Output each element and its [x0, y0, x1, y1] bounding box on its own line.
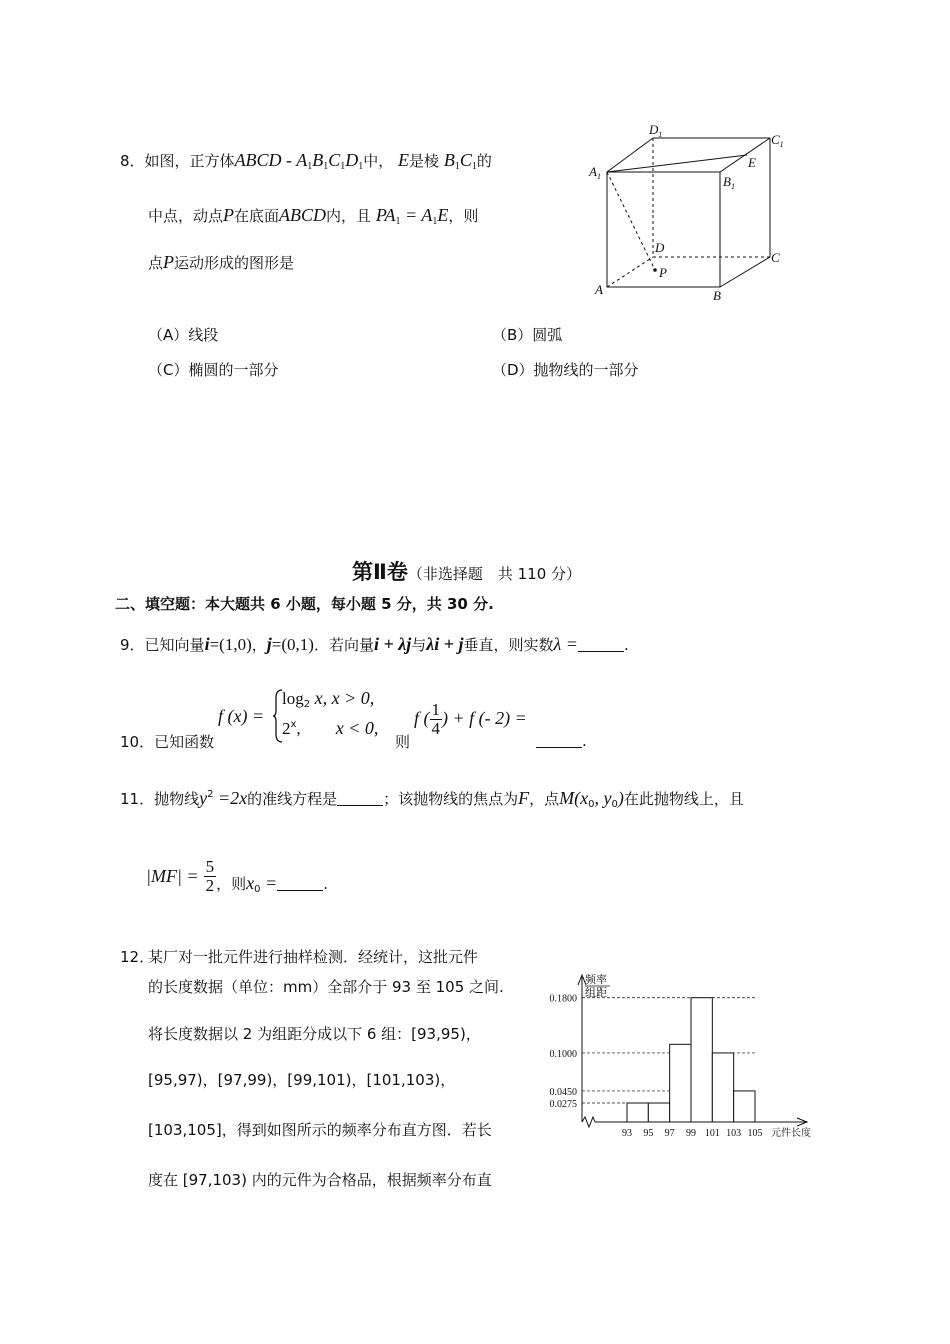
label-p: P — [659, 265, 667, 280]
part2-title: 第Ⅱ卷 — [352, 560, 408, 584]
q10-fx: f (x) = — [218, 706, 265, 726]
q10-then: 则 — [395, 733, 411, 751]
y-tick-label: 0.0275 — [549, 1099, 577, 1111]
q10-answer: . — [536, 731, 587, 751]
q8-point-p: P — [223, 205, 235, 225]
x-tick-label: 95 — [643, 1128, 654, 1139]
label-d: D — [655, 240, 665, 255]
q12-number: 12． — [120, 948, 155, 966]
y-label-bottom: 组距 — [585, 986, 607, 999]
q8-number: 8． — [120, 152, 145, 170]
label-b: B — [713, 288, 721, 303]
q9-blank[interactable] — [578, 637, 624, 652]
x-tick-label: 105 — [747, 1128, 763, 1139]
x-tick-label: 97 — [664, 1128, 675, 1139]
q10-case2: 2$^x$, x < 0, — [282, 718, 379, 738]
x-tick-label: 99 — [686, 1128, 696, 1139]
bar-[101,103) — [712, 1053, 733, 1122]
y-tick-label: 0.0450 — [549, 1086, 577, 1098]
q12-line-4: [95,97)，[97,99)，[99,101)，[101,103)， — [148, 1071, 456, 1089]
q8-line2: 中点，动点P在底面ABCD内，且 $PA_1 = A_1E$，则 — [148, 205, 479, 227]
y-tick-label: 0.1800 — [549, 993, 577, 1005]
bar-[93,95) — [627, 1103, 648, 1122]
label-c: C — [771, 250, 780, 265]
x-tick-label: 103 — [726, 1128, 742, 1139]
q12-line-1: 某厂对一批元件进行抽样检测．经统计，这批元件 — [148, 948, 479, 966]
q11-blank-1[interactable] — [337, 791, 383, 806]
x-tick-label: 101 — [704, 1128, 720, 1139]
part2-subtitle: （非选择题 共 110 分） — [407, 565, 582, 583]
label-a1: $A_1$ — [589, 164, 601, 181]
label-e: E — [748, 155, 756, 170]
bar-[97,99) — [670, 1044, 691, 1122]
q10-number: 10．已知函数 — [120, 733, 215, 751]
option-c: （C）椭圆的一部分 — [148, 361, 279, 379]
q12-line-5: [103,105]，得到如图所示的频率分布直方图．若长 — [148, 1121, 492, 1139]
histogram-chart — [535, 965, 825, 1145]
option-a: （A）线段 — [148, 326, 219, 344]
q10-case1: $\log_2 x$, x > 0, — [282, 688, 375, 710]
point-p-dot — [653, 268, 657, 272]
option-b: （B）圆弧 — [492, 326, 563, 344]
q12-line-3: 将长度数据以 2 为组距分成以下 6 组：[93,95)， — [148, 1025, 481, 1043]
bar-[95,97) — [648, 1103, 669, 1122]
q9: 9．已知向量i=(1,0)，j=(0,1)．若向量i + λj与λi + j垂直，则实数λ = . — [120, 634, 629, 654]
q8-line1: 8．如图，正方体ABCD - $A_1B_1C_1D_1$中， E是棱 $B_1C_1$的 — [120, 150, 492, 172]
q11-blank-2[interactable] — [277, 876, 323, 891]
part2-heading — [352, 556, 581, 586]
y-tick-label: 0.1000 — [549, 1048, 577, 1060]
q11-number: 11． — [120, 790, 155, 808]
label-c1: $C_1$ — [771, 132, 784, 149]
q10-expr: f ( $\frac{1}{4}$ ) + f (- 2) = — [414, 700, 527, 738]
x-axis-label: 元件长度 — [771, 1128, 811, 1139]
q9-number: 9． — [120, 636, 145, 654]
q11-line2: |MF| = $\frac{5}{2}$ ，则$x_0$ = . — [146, 857, 328, 895]
cube-figure — [585, 120, 795, 310]
label-a: A — [595, 282, 603, 297]
x-tick-label: 93 — [622, 1128, 632, 1139]
q8-line3: 点P运动形成的图形是 — [148, 252, 295, 272]
bar-[103,105] — [734, 1091, 755, 1122]
bar-[99,101) — [691, 998, 712, 1122]
section-header: 二、填空题：本大题共 6 小题，每小题 5 分，共 30 分. — [115, 595, 494, 613]
q12-line-2: 的长度数据（单位：mm）全部介于 93 至 105 之间. — [148, 978, 504, 996]
q10-blank[interactable] — [536, 733, 582, 748]
option-d: （D）抛物线的一部分 — [492, 361, 639, 379]
y-label-top: 频率 — [585, 973, 607, 986]
q12-line-6: 度在 [97,103) 内的元件为合格品，根据频率分布直 — [148, 1171, 492, 1189]
q8-point-e: E — [398, 150, 410, 170]
label-b1: $B_1$ — [723, 174, 735, 191]
q11-line1: 11．抛物线$y^2 =2x$的准线方程是 ；该抛物线的焦点为F，点$M(x_0$, $y_0$)在此抛物线上，且 — [120, 788, 744, 810]
label-d1: $D_1$ — [649, 122, 663, 139]
